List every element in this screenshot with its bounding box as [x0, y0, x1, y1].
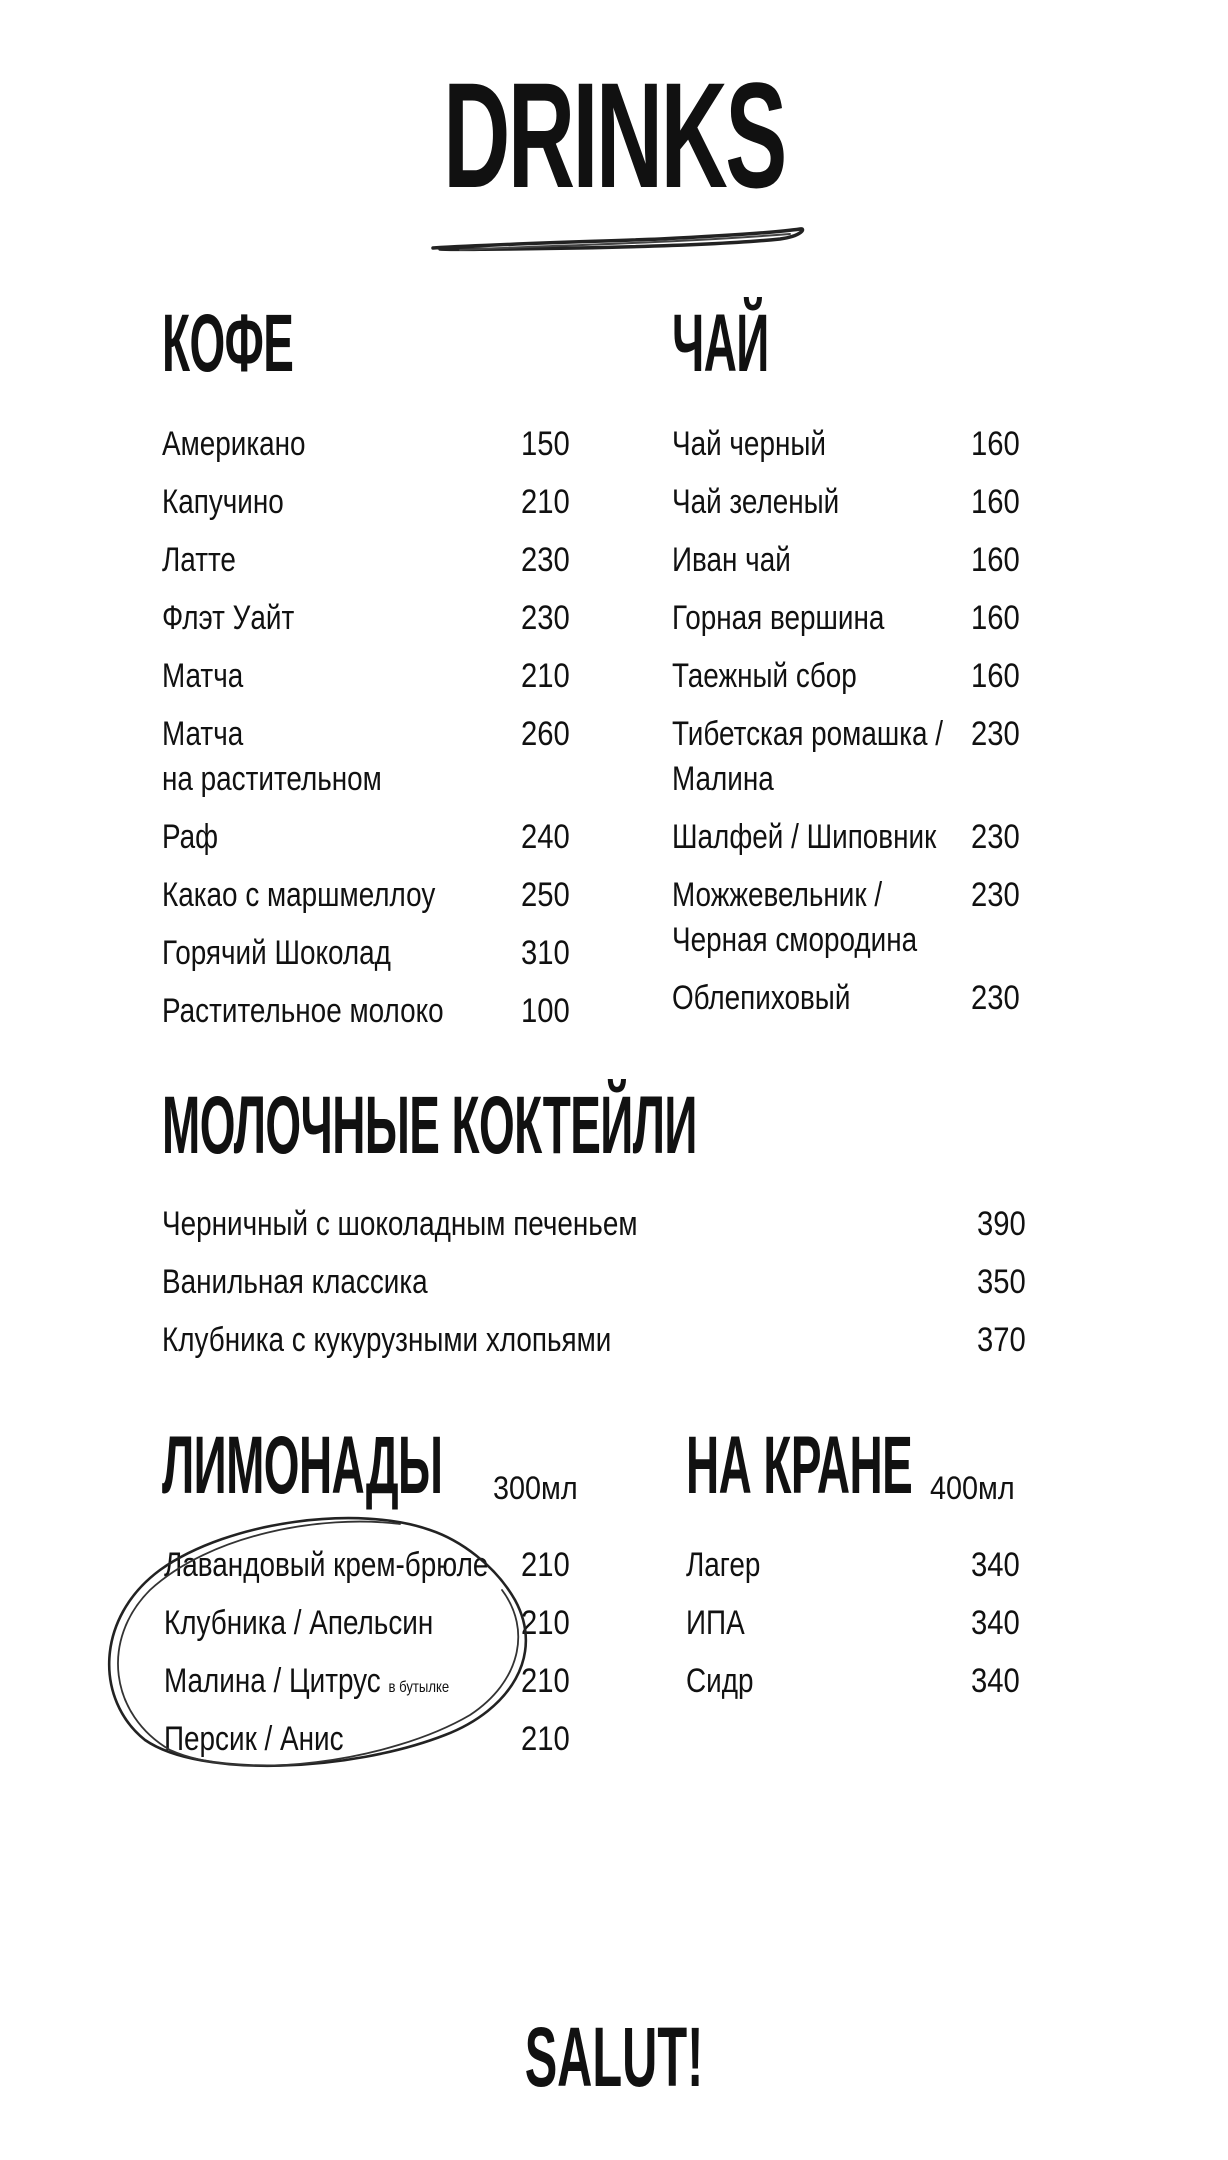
- menu-item-name-line2: Малина: [672, 760, 774, 798]
- bottle-note: в бутылке: [388, 1679, 450, 1696]
- menu-item-name: Таежный сбор: [672, 657, 857, 695]
- menu-item-name: Матча: [162, 715, 244, 753]
- menu-item-price: 210: [521, 1720, 570, 1758]
- menu-item-price: 210: [521, 1662, 570, 1700]
- menu-item-price: 340: [971, 1662, 1020, 1700]
- menu-item-name: Тибетская ромашка /: [672, 715, 944, 753]
- menu-item-name: Лагер: [686, 1546, 761, 1584]
- section-heading-coffee: КОФЕ: [162, 298, 294, 389]
- draft-volume: 400мл: [930, 1470, 1015, 1506]
- menu-item-price: 340: [971, 1546, 1020, 1584]
- menu-item-name: Облепиховый: [672, 979, 851, 1017]
- menu-title: DRINKS: [443, 51, 785, 219]
- section-heading-tea: ЧАЙ: [672, 298, 769, 389]
- menu-item-name: Персик / Анис: [164, 1720, 344, 1758]
- footer-salut: SALUT!: [524, 2010, 704, 2104]
- menu-item-name: Горная вершина: [672, 599, 885, 637]
- menu-item-price: 310: [521, 934, 570, 972]
- menu-item-price: 240: [521, 818, 570, 856]
- menu-item-price: 160: [971, 657, 1020, 695]
- menu-item-price: 160: [971, 599, 1020, 637]
- menu-item-name: Латте: [162, 541, 236, 579]
- menu-item-price: 260: [521, 715, 570, 753]
- menu-item-name: Сидр: [686, 1662, 754, 1700]
- title-underline-scribble: [430, 222, 810, 254]
- menu-item-name: Чай черный: [672, 425, 826, 463]
- menu-item-name: Шалфей / Шиповник: [672, 818, 937, 856]
- menu-item-price: 350: [977, 1263, 1026, 1301]
- menu-item-name: Черничный с шоколадным печеньем: [162, 1205, 638, 1243]
- menu-item-name: Горячий Шоколад: [162, 934, 391, 972]
- menu-item-price: 230: [521, 541, 570, 579]
- menu-item-name: Американо: [162, 425, 306, 463]
- menu-item-name: Можжевельник /: [672, 876, 883, 914]
- menu-item-name-line2: на растительном: [162, 760, 382, 798]
- menu-item-name: Клубника с кукурузными хлопьями: [162, 1321, 612, 1359]
- menu-item-price: 230: [971, 818, 1020, 856]
- section-heading-lemonades: ЛИМОНАДЫ: [162, 1420, 443, 1511]
- menu-item-price: 230: [971, 876, 1020, 914]
- menu-item-name: Раф: [162, 818, 219, 856]
- menu-item-name: Матча: [162, 657, 244, 695]
- menu-item-price: 210: [521, 657, 570, 695]
- menu-item-price: 210: [521, 483, 570, 521]
- menu-item-price: 210: [521, 1546, 570, 1584]
- menu-item-price: 160: [971, 541, 1020, 579]
- menu-item-name: Флэт Уайт: [162, 599, 295, 637]
- menu-item-name-text: Малина / Цитрус: [164, 1662, 381, 1700]
- menu-item-price: 230: [971, 715, 1020, 753]
- menu-item-name: Растительное молоко: [162, 992, 444, 1030]
- menu-item-name: Какао с маршмеллоу: [162, 876, 436, 914]
- section-heading-draft: НА КРАНЕ: [686, 1420, 913, 1511]
- menu-item-price: 230: [521, 599, 570, 637]
- section-heading-milkshakes: МОЛОЧНЫЕ КОКТЕЙЛИ: [162, 1080, 697, 1171]
- menu-item-name: Клубника / Апельсин: [164, 1604, 434, 1642]
- menu-item-name-line2: Черная смородина: [672, 921, 918, 959]
- menu-item-price: 340: [971, 1604, 1020, 1642]
- menu-item-price: 390: [977, 1205, 1026, 1243]
- menu-item-name: Капучино: [162, 483, 284, 521]
- hand-drawn-circle-scribble: [100, 1510, 540, 1780]
- menu-item-name: ИПА: [686, 1604, 745, 1642]
- menu-item-price: 150: [521, 425, 570, 463]
- menu-item-price: 100: [521, 992, 570, 1030]
- menu-item-name: Ванильная классика: [162, 1263, 428, 1301]
- menu-item-price: 230: [971, 979, 1020, 1017]
- menu-item-price: 370: [977, 1321, 1026, 1359]
- menu-item-name: Иван чай: [672, 541, 791, 579]
- menu-item-name: Лавандовый крем-брюле: [164, 1546, 489, 1584]
- menu-item-price: 160: [971, 425, 1020, 463]
- lemonades-volume: 300мл: [493, 1470, 578, 1506]
- menu-item-price: 250: [521, 876, 570, 914]
- menu-item-name: Чай зеленый: [672, 483, 840, 521]
- menu-item-price: 210: [521, 1604, 570, 1642]
- menu-item-price: 160: [971, 483, 1020, 521]
